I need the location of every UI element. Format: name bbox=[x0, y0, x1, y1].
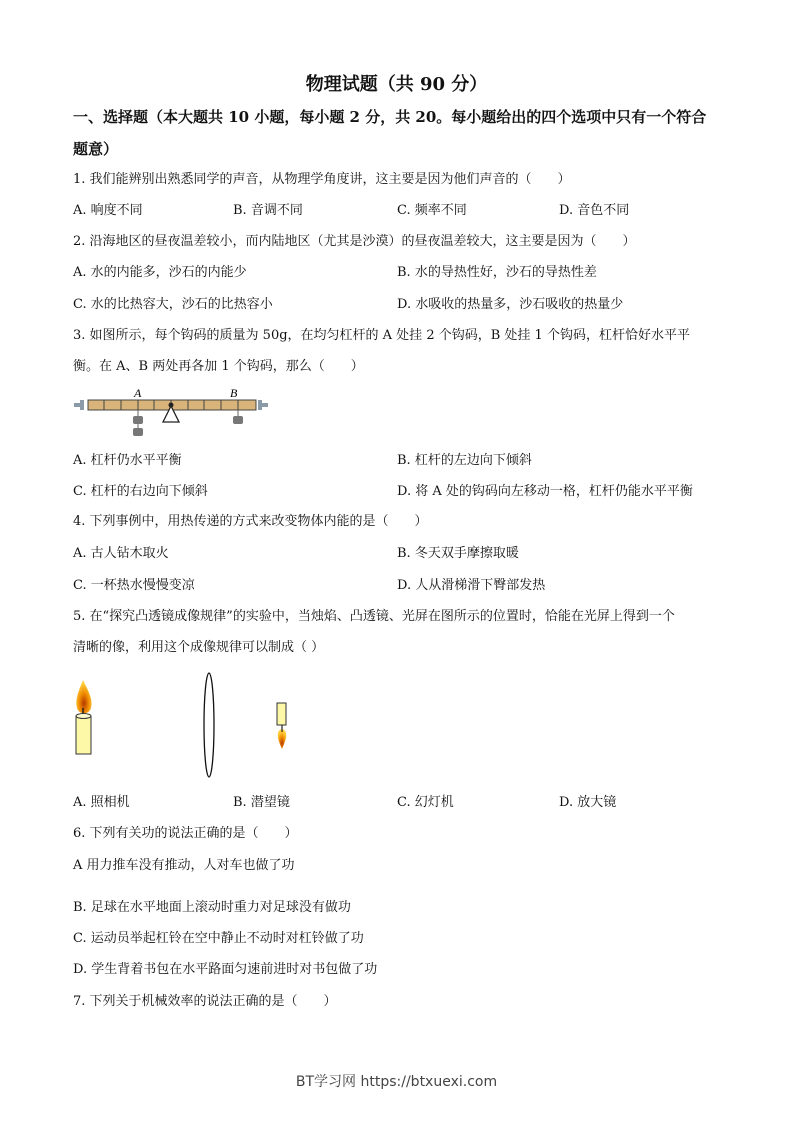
q2-option-d: D. 水吸收的热量多，沙石吸收的热量少 bbox=[397, 297, 624, 312]
q2-option-a: A. 水的内能多，沙石的内能少 bbox=[73, 265, 247, 280]
q4-option-d: D. 人从滑梯滑下臀部发热 bbox=[397, 578, 546, 593]
q3-option-a: A. 杠杆仍水平平衡 bbox=[73, 453, 182, 468]
q6-option-c: C. 运动员举起杠铃在空中静止不动时对杠铃做了功 bbox=[73, 931, 364, 946]
point-a-label: A bbox=[134, 386, 142, 400]
q6-option-d: D. 学生背着书包在水平路面匀速前进时对书包做了功 bbox=[73, 962, 378, 977]
q6-option-b: B. 足球在水平地面上滚动时重力对足球没有做功 bbox=[73, 900, 351, 915]
q1-option-d: D. 音色不同 bbox=[559, 203, 630, 218]
q3-option-c: C. 杠杆的右边向下倾斜 bbox=[73, 484, 208, 499]
page-title: 物理试题（共 90 分） bbox=[305, 74, 488, 95]
question-7-stem: 7. 下列关于机械效率的说法正确的是（ ） bbox=[73, 994, 337, 1009]
q4-option-b: B. 冬天双手摩擦取暖 bbox=[397, 546, 519, 561]
lever-figure bbox=[72, 384, 272, 442]
q6-option-a: A 用力推车没有推动，人对车也做了功 bbox=[73, 858, 295, 873]
hook-weight bbox=[133, 428, 143, 436]
q1-option-c: C. 频率不同 bbox=[397, 203, 467, 218]
candle-icon bbox=[76, 680, 92, 754]
q5-option-d: D. 放大镜 bbox=[559, 795, 617, 810]
convex-lens-icon bbox=[204, 673, 214, 777]
q4-option-a: A. 古人钻木取火 bbox=[73, 546, 169, 561]
question-3-stem: 3. 如图所示，每个钩码的质量为 50g，在均匀杠杆的 A 处挂 2 个钩码，B 处挂 1 个钩码，杠杆恰好水平平 bbox=[73, 328, 690, 343]
question-2-stem: 2. 沿海地区的昼夜温差较小，而内陆地区（尤其是沙漠）的昼夜温差较大，这主要是因为（ ） bbox=[73, 234, 636, 249]
question-5-stem-cont: 清晰的像，利用这个成像规律可以制成（ ） bbox=[73, 640, 325, 655]
section-heading-cont: 题意） bbox=[73, 140, 119, 158]
question-6-stem: 6. 下列有关功的说法正确的是（ ） bbox=[73, 826, 298, 841]
section-heading: 一、选择题（本大题共 10 小题，每小题 2 分，共 20。每小题给出的四个选项中只有一个符合 bbox=[73, 108, 707, 126]
q1-option-a: A. 响度不同 bbox=[73, 203, 143, 218]
question-4-stem: 4. 下列事例中，用热传递的方式来改变物体内能的是（ ） bbox=[73, 514, 428, 529]
q5-option-a: A. 照相机 bbox=[73, 795, 130, 810]
q2-option-b: B. 水的导热性好，沙石的导热性差 bbox=[397, 265, 597, 280]
question-1-stem: 1. 我们能辨别出熟悉同学的声音，从物理学角度讲，这主要是因为他们声音的（ ） bbox=[73, 172, 571, 187]
lens-imaging-figure bbox=[60, 670, 320, 785]
q1-option-b: B. 音调不同 bbox=[233, 203, 303, 218]
question-3-stem-cont: 衡。在 A、B 两处再各加 1 个钩码，那么（ ） bbox=[73, 359, 364, 374]
inverted-image-icon bbox=[277, 703, 286, 749]
q3-option-b: B. 杠杆的左边向下倾斜 bbox=[397, 453, 532, 468]
q4-option-c: C. 一杯热水慢慢变凉 bbox=[73, 578, 195, 593]
point-b-label: B bbox=[230, 386, 238, 400]
footer-watermark: BT学习网 https://btxuexi.com bbox=[295, 1074, 498, 1090]
hook-weight bbox=[233, 416, 243, 424]
q2-option-c: C. 水的比热容大，沙石的比热容小 bbox=[73, 297, 273, 312]
hook-weight bbox=[133, 416, 143, 424]
q3-option-d: D. 将 A 处的钩码向左移动一格，杠杆仍能水平平衡 bbox=[397, 484, 693, 499]
question-5-stem: 5. 在“探究凸透镜成像规律”的实验中，当烛焰、凸透镜、光屏在图所示的位置时，恰能在光屏上得到一个 bbox=[73, 609, 675, 624]
q5-option-b: B. 潜望镜 bbox=[233, 795, 290, 810]
q5-option-c: C. 幻灯机 bbox=[397, 795, 454, 810]
